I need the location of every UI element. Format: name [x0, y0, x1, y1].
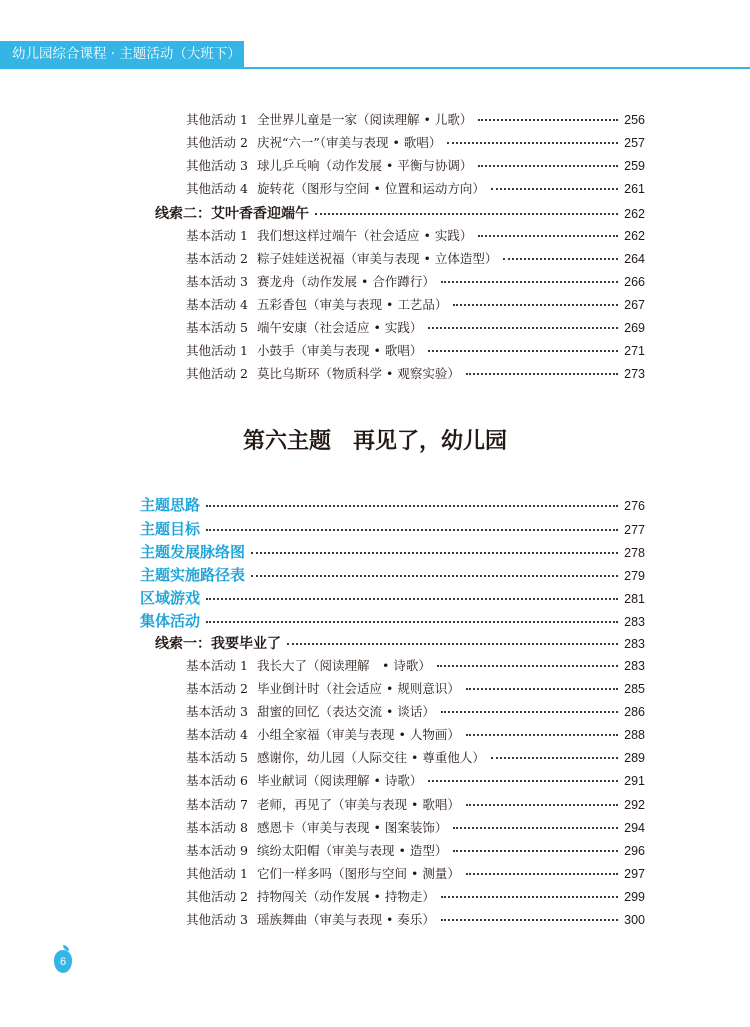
entry-title: 球儿乒乓响（动作发展 • 平衡与协调） [257, 158, 473, 173]
section-title: 主题实施路径表 [140, 566, 246, 584]
dot-leader [491, 188, 618, 190]
dot-leader [453, 304, 618, 306]
entry-label: 其他活动 1 [186, 343, 248, 358]
dot-leader [466, 688, 618, 690]
entry-label: 基本活动 3 [186, 274, 248, 289]
dot-leader [428, 350, 618, 352]
dot-leader [428, 780, 618, 782]
entry-label: 其他活动 2 [186, 135, 248, 150]
section-title: 主题思路 [140, 496, 201, 514]
section-title: 区域游戏 [140, 589, 201, 607]
entry-title: 端午安康（社会适应 • 实践） [257, 320, 423, 335]
entry-label: 基本活动 2 [186, 251, 248, 266]
toc-entry[interactable] [186, 179, 645, 197]
entry-page: 292 [624, 798, 645, 812]
entry-page: 262 [624, 229, 645, 243]
toc-entry[interactable] [186, 110, 645, 128]
dot-leader [441, 919, 618, 921]
entry-label: 基本活动 4 [186, 727, 248, 742]
entry-label: 基本活动 5 [186, 750, 248, 765]
dot-leader [466, 873, 618, 875]
section-page: 283 [624, 615, 645, 629]
entry-page: 296 [624, 844, 645, 858]
entry-page: 289 [624, 751, 645, 765]
entry-page: 267 [624, 298, 645, 312]
toc-entry[interactable] [186, 226, 645, 244]
entry-label: 基本活动 8 [186, 820, 248, 835]
entry-title: 莫比乌斯环（物质科学 • 观察实验） [257, 366, 460, 381]
entry-page: 299 [624, 890, 645, 904]
entry-label: 基本活动 2 [186, 681, 248, 696]
dot-leader [428, 327, 618, 329]
section-page: 279 [624, 569, 645, 583]
entry-title: 感谢你，幼儿园（人际交往 • 尊重他人） [257, 750, 485, 765]
toc-entry[interactable] [186, 656, 645, 674]
entry-page: 283 [624, 659, 645, 673]
dot-leader [251, 552, 618, 554]
toc-entry[interactable] [186, 679, 645, 697]
book-title: 幼儿园综合课程 · 主题活动（大班下） [12, 46, 241, 62]
entry-label: 其他活动 1 [186, 112, 248, 127]
entry-title: 持物闯关（动作发展 • 持物走） [257, 889, 435, 904]
entry-title: 老师，再见了（审美与表现 • 歌唱） [257, 797, 460, 812]
dot-leader [206, 598, 618, 600]
section-page: 278 [624, 546, 645, 560]
toc-section[interactable] [140, 564, 645, 585]
toc-section[interactable] [140, 494, 645, 515]
dot-leader [503, 258, 618, 260]
dot-leader [315, 213, 618, 215]
entry-page: 291 [624, 774, 645, 788]
entry-title: 我长大了（阅读理解 • 诗歌） [257, 658, 431, 673]
entry-label: 基本活动 5 [186, 320, 248, 335]
entry-title: 五彩香包（审美与表现 • 工艺品） [257, 297, 448, 312]
entry-label: 其他活动 2 [186, 889, 248, 904]
toc-section[interactable] [140, 587, 645, 608]
toc-entry[interactable] [186, 864, 645, 882]
entry-page: 257 [624, 136, 645, 150]
entry-page: 269 [624, 321, 645, 335]
entry-page: 297 [624, 867, 645, 881]
entry-label: 基本活动 3 [186, 704, 248, 719]
dot-leader [206, 529, 618, 531]
section-page: 276 [624, 499, 645, 513]
dot-leader [466, 804, 618, 806]
entry-page: 266 [624, 275, 645, 289]
toc-entry[interactable] [186, 133, 645, 151]
dot-leader [251, 575, 618, 577]
entry-label: 基本活动 1 [186, 228, 248, 243]
dot-leader [287, 643, 618, 645]
dot-leader [478, 119, 618, 121]
toc-entry[interactable] [186, 364, 645, 382]
dot-leader [453, 850, 618, 852]
clue-title: 线索一：我要毕业了 [155, 636, 281, 652]
dot-leader [437, 665, 618, 667]
toc-entry[interactable] [186, 156, 645, 174]
dot-leader [478, 165, 618, 167]
toc-entry[interactable] [186, 748, 645, 766]
toc-entry[interactable] [186, 725, 645, 743]
toc-entry[interactable] [186, 887, 645, 905]
entry-page: 294 [624, 821, 645, 835]
toc-section[interactable] [140, 541, 645, 562]
entry-title: 毕业献词（阅读理解 • 诗歌） [257, 773, 423, 788]
toc-entry[interactable] [186, 795, 645, 813]
toc-entry[interactable] [186, 841, 645, 859]
toc-clue-heading[interactable] [155, 633, 645, 653]
dot-leader [466, 734, 618, 736]
dot-leader [206, 505, 618, 507]
entry-title: 庆祝“六一”（审美与表现 • 歌唱） [257, 135, 442, 150]
dot-leader [478, 235, 618, 237]
dot-leader [206, 621, 618, 623]
entry-label: 基本活动 7 [186, 797, 248, 812]
entry-title: 瑶族舞曲（审美与表现 • 奏乐） [257, 912, 435, 927]
entry-title: 我们想这样过端午（社会适应 • 实践） [257, 228, 473, 243]
clue-page: 262 [624, 207, 645, 221]
entry-title: 旋转花（图形与空间 • 位置和运动方向） [257, 181, 485, 196]
entry-label: 其他活动 1 [186, 866, 248, 881]
section-page: 281 [624, 592, 645, 606]
entry-title: 小鼓手（审美与表现 • 歌唱） [257, 343, 423, 358]
entry-label: 基本活动 9 [186, 843, 248, 858]
entry-page: 300 [624, 913, 645, 927]
entry-label: 其他活动 3 [186, 158, 248, 173]
dot-leader [441, 896, 618, 898]
toc-entry[interactable] [186, 702, 645, 720]
entry-label: 基本活动 6 [186, 773, 248, 788]
entry-title: 全世界儿童是一家（阅读理解 • 儿歌） [257, 112, 473, 127]
toc-section[interactable] [140, 518, 645, 539]
entry-label: 基本活动 1 [186, 658, 248, 673]
section-title: 主题目标 [140, 520, 201, 538]
entry-title: 甜蜜的回忆（表达交流 • 谈话） [257, 704, 435, 719]
toc-entry[interactable] [186, 910, 645, 928]
entry-label: 基本活动 4 [186, 297, 248, 312]
entry-title: 赛龙舟（动作发展 • 合作蹲行） [257, 274, 435, 289]
entry-title: 感恩卡（审美与表现 • 图案装饰） [257, 820, 448, 835]
dot-leader [447, 142, 618, 144]
toc-section[interactable] [140, 610, 645, 631]
toc-entry[interactable] [186, 318, 645, 336]
entry-label: 其他活动 2 [186, 366, 248, 381]
entry-page: 286 [624, 705, 645, 719]
entry-page: 273 [624, 367, 645, 381]
entry-title: 小组全家福（审美与表现 • 人物画） [257, 727, 460, 742]
entry-page: 285 [624, 682, 645, 696]
entry-page: 261 [624, 182, 645, 196]
page-number: 6 [59, 956, 67, 968]
entry-label: 其他活动 4 [186, 181, 248, 196]
entry-page: 271 [624, 344, 645, 358]
entry-title: 毕业倒计时（社会适应 • 规则意识） [257, 681, 460, 696]
toc-clue-heading[interactable] [155, 203, 645, 223]
entry-page: 264 [624, 252, 645, 266]
dot-leader [453, 827, 618, 829]
page-number-badge [54, 950, 72, 973]
entry-page: 256 [624, 113, 645, 127]
clue-title: 线索二：艾叶香香迎端午 [155, 206, 309, 222]
dot-leader [466, 373, 618, 375]
entry-title: 它们一样多吗（图形与空间 • 测量） [257, 866, 460, 881]
theme-heading: 第六主题 再见了，幼儿园 [242, 428, 507, 454]
dot-leader [491, 757, 618, 759]
entry-page: 259 [624, 159, 645, 173]
toc-entry[interactable] [186, 272, 645, 290]
toc-entry[interactable] [186, 295, 645, 313]
entry-page: 288 [624, 728, 645, 742]
entry-title: 粽子娃娃送祝福（审美与表现 • 立体造型） [257, 251, 498, 266]
section-title: 集体活动 [140, 612, 201, 630]
section-page: 277 [624, 523, 645, 537]
dot-leader [441, 711, 618, 713]
toc-entry[interactable] [186, 341, 645, 359]
clue-page: 283 [624, 637, 645, 651]
section-title: 主题发展脉络图 [140, 543, 246, 561]
toc-entry[interactable] [186, 771, 645, 789]
dot-leader [441, 281, 618, 283]
toc-entry[interactable] [186, 818, 645, 836]
entry-title: 缤纷太阳帽（审美与表现 • 造型） [257, 843, 448, 858]
toc-entry[interactable] [186, 249, 645, 267]
entry-label: 其他活动 3 [186, 912, 248, 927]
